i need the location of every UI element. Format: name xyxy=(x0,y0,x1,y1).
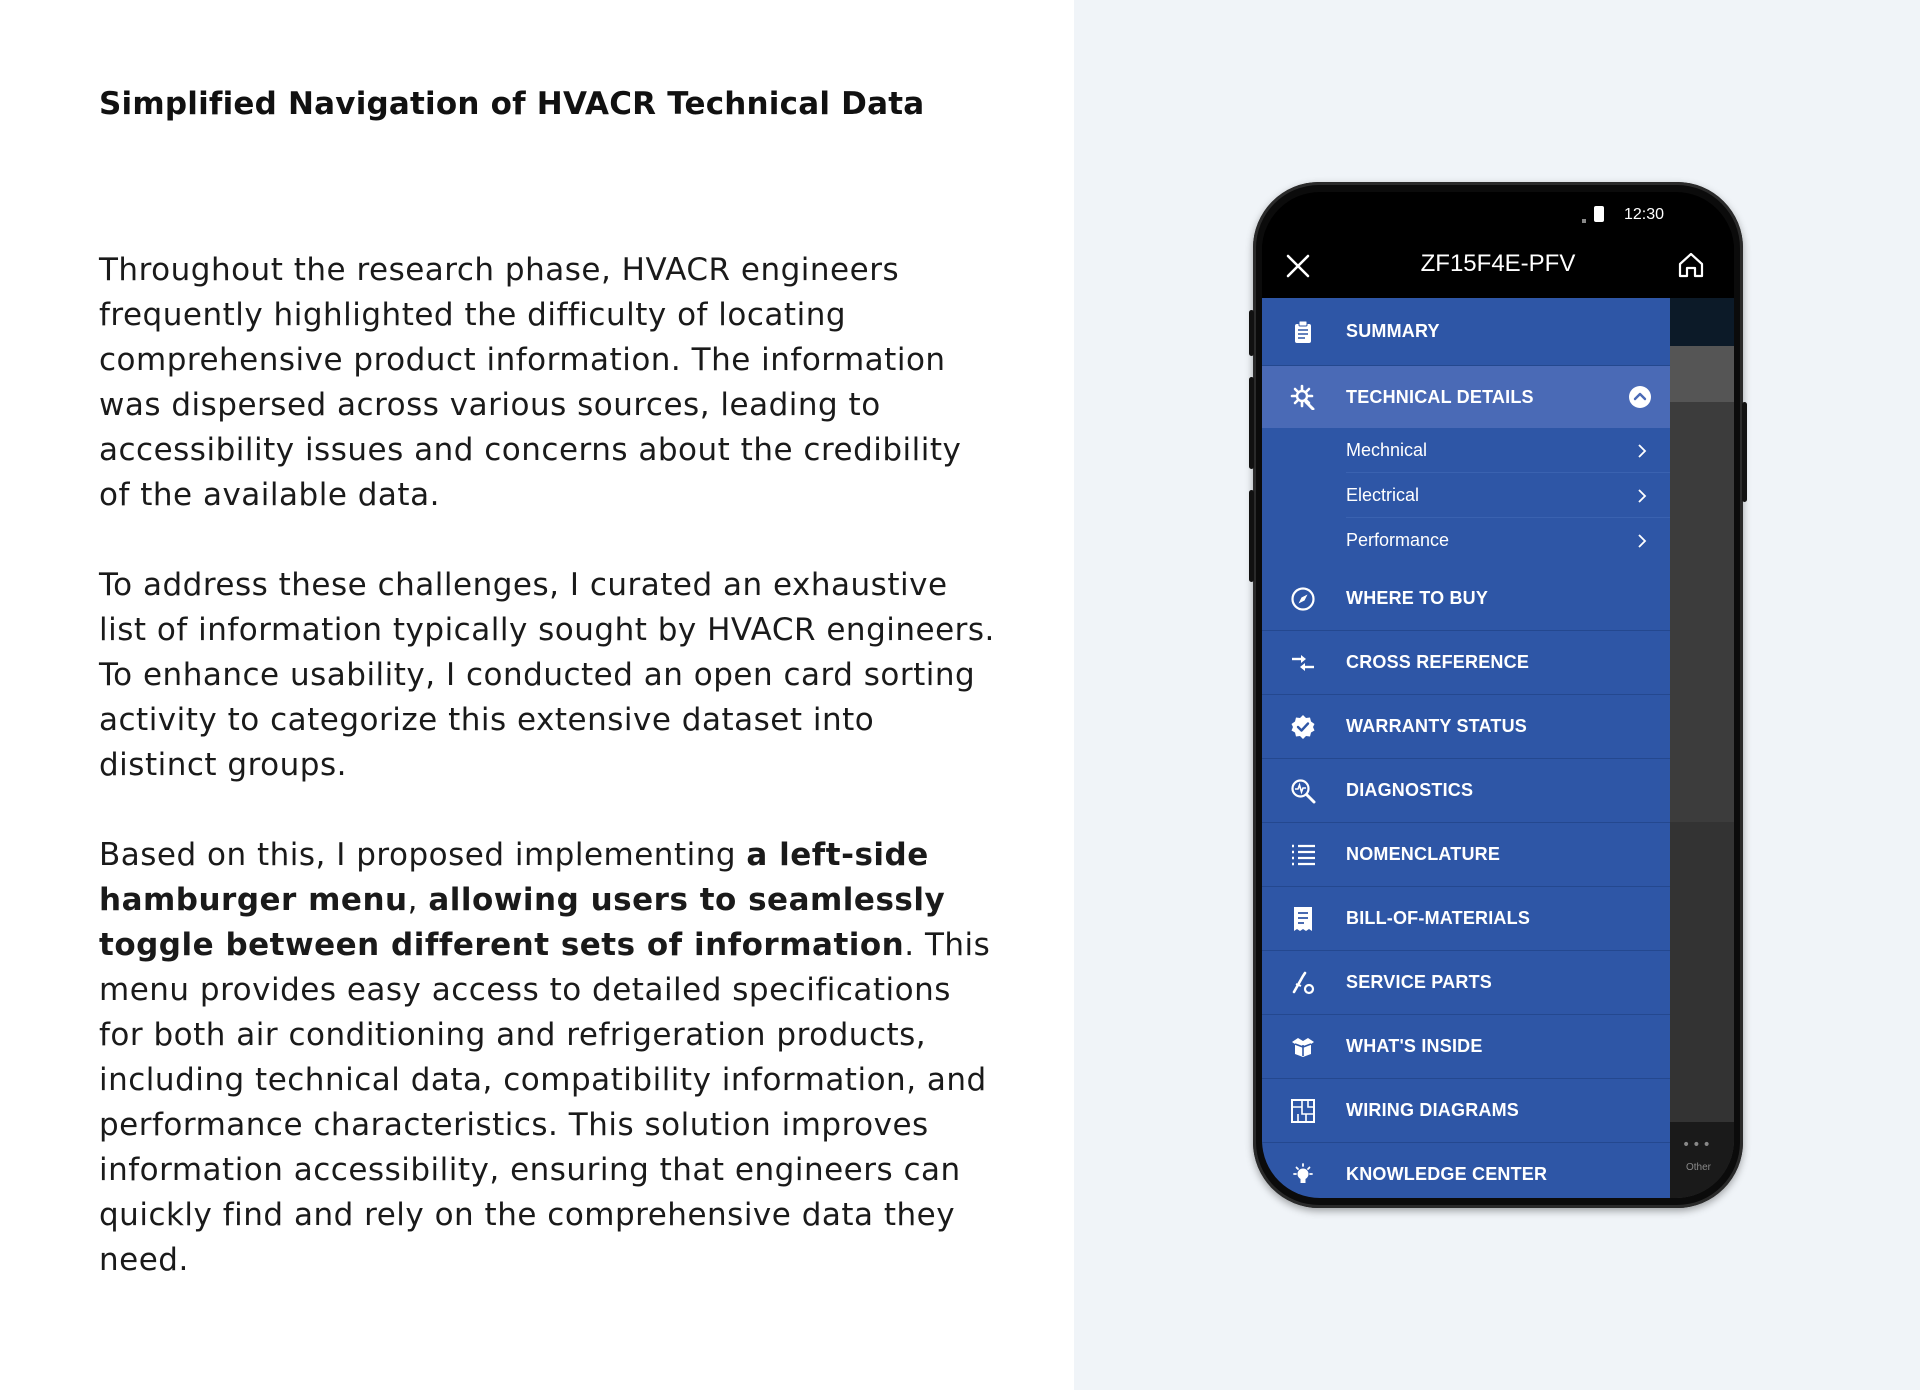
menu-item-label: DIAGNOSTICS xyxy=(1346,780,1474,800)
phone-screen xyxy=(1262,192,1734,1198)
submenu-item-label: Performance xyxy=(1346,530,1450,550)
menu-item-diagnostics[interactable] xyxy=(1262,759,1670,823)
status-bar xyxy=(1262,192,1734,230)
menu-item-label: WIRING DIAGRAMS xyxy=(1346,1100,1519,1120)
menu-item-label: TECHNICAL DETAILS xyxy=(1346,386,1534,407)
side-menu xyxy=(1262,298,1670,1198)
p3-bold-1: a left-side hamburger menu xyxy=(99,837,929,918)
menu-item-label: BILL-OF-MATERIALS xyxy=(1346,908,1531,928)
receipt-icon xyxy=(1290,906,1316,932)
gear-icon xyxy=(1290,384,1316,410)
menu-item-warranty-status[interactable] xyxy=(1262,695,1670,759)
menu-item-label: SERVICE PARTS xyxy=(1346,972,1492,992)
background-nav-label: Other xyxy=(1686,1162,1712,1173)
clipboard-icon xyxy=(1290,319,1316,345)
p3-text-c: , xyxy=(407,882,429,918)
background-bottom-nav xyxy=(1670,1122,1734,1198)
signal-icon xyxy=(1582,219,1586,223)
phone-side-button xyxy=(1249,490,1254,582)
background-content xyxy=(1670,298,1734,346)
p3-text-a: Based on this, I proposed implementing xyxy=(99,837,747,873)
menu-item-knowledge-center[interactable] xyxy=(1262,1143,1670,1198)
article-paragraph-2: To address these challenges, I curated an exhaustive list of information typically sought by HVACR engineers. To enhance usability, I conducted an open card sorting activity to categorize this extensive dataset into distinct groups. xyxy=(99,567,995,783)
menu-item-nomenclature[interactable] xyxy=(1262,823,1670,887)
menu-item-label: SUMMARY xyxy=(1346,321,1440,341)
phone-side-button xyxy=(1249,377,1254,469)
menu-item-where-to-buy[interactable] xyxy=(1262,567,1670,631)
article-heading: Simplified Navigation of HVACR Technical Data xyxy=(99,86,925,122)
menu-item-technical-details[interactable] xyxy=(1262,366,1670,428)
chevron-right-icon xyxy=(1636,534,1648,548)
submenu-item-electrical[interactable] xyxy=(1262,473,1670,518)
submenu-item-mechanical[interactable] xyxy=(1262,428,1670,473)
compass-icon xyxy=(1290,586,1316,612)
status-time: 12:30 xyxy=(1623,206,1664,223)
more-dots-icon: ••• xyxy=(1682,1137,1713,1153)
menu-item-label: CROSS REFERENCE xyxy=(1346,652,1530,672)
submenu-item-label: Electrical xyxy=(1346,485,1420,505)
box-icon xyxy=(1290,1034,1316,1060)
blueprint-icon xyxy=(1290,1098,1316,1124)
phone-side-button xyxy=(1742,402,1747,502)
wrench-icon xyxy=(1290,970,1316,996)
list-icon xyxy=(1290,842,1316,868)
menu-item-label: WHAT'S INSIDE xyxy=(1346,1036,1483,1056)
phone-mockup xyxy=(1253,182,1743,1208)
menu-item-label: WARRANTY STATUS xyxy=(1346,716,1527,736)
home-icon[interactable] xyxy=(1676,250,1706,280)
chevron-right-icon xyxy=(1636,489,1648,503)
chevron-up-icon[interactable] xyxy=(1628,385,1652,409)
background-content xyxy=(1670,346,1734,402)
p3-bold-2: allowing users to seamlessly toggle between different sets of information xyxy=(99,882,946,963)
menu-item-bill-of-materials[interactable] xyxy=(1262,887,1670,951)
submenu-item-label: Mechnical xyxy=(1346,440,1428,460)
article-paragraph-3 xyxy=(99,833,999,1283)
menu-item-label: NOMENCLATURE xyxy=(1346,844,1501,864)
app-title: ZF15F4E-PFV xyxy=(1420,250,1576,277)
battery-icon xyxy=(1594,206,1604,222)
article-paragraph-1: Throughout the research phase, HVACR engineers frequently highlighted the difficulty of locating comprehensive product information. The information was dispersed across various sources, leading to accessibility issues and concerns about the credibility of the available data. xyxy=(99,252,962,513)
menu-item-wiring-diagrams[interactable] xyxy=(1262,1079,1670,1143)
app-bar xyxy=(1262,230,1734,298)
menu-item-label: KNOWLEDGE CENTER xyxy=(1346,1164,1548,1184)
arrows-swap-icon xyxy=(1290,650,1316,676)
phone-side-button xyxy=(1249,310,1254,356)
badge-check-icon xyxy=(1290,714,1316,740)
submenu-item-performance[interactable] xyxy=(1262,518,1670,563)
menu-item-service-parts[interactable] xyxy=(1262,951,1670,1015)
menu-item-summary[interactable] xyxy=(1262,298,1670,366)
lightbulb-icon xyxy=(1290,1162,1316,1188)
p3-text-d: . This menu provides easy access to detailed specifications for both air conditioning and refrigeration products, including technical data, compatibility information, and performance characteristics. This solution improves information accessibility, ensuring that engineers can quickly find and rely on the comprehensive data they need. xyxy=(99,927,991,1278)
menu-item-whats-inside[interactable] xyxy=(1262,1015,1670,1079)
menu-item-cross-reference[interactable] xyxy=(1262,631,1670,695)
search-chart-icon xyxy=(1290,778,1316,804)
background-content xyxy=(1670,822,1734,1122)
chevron-right-icon xyxy=(1636,444,1648,458)
menu-item-label: WHERE TO BUY xyxy=(1346,588,1489,608)
